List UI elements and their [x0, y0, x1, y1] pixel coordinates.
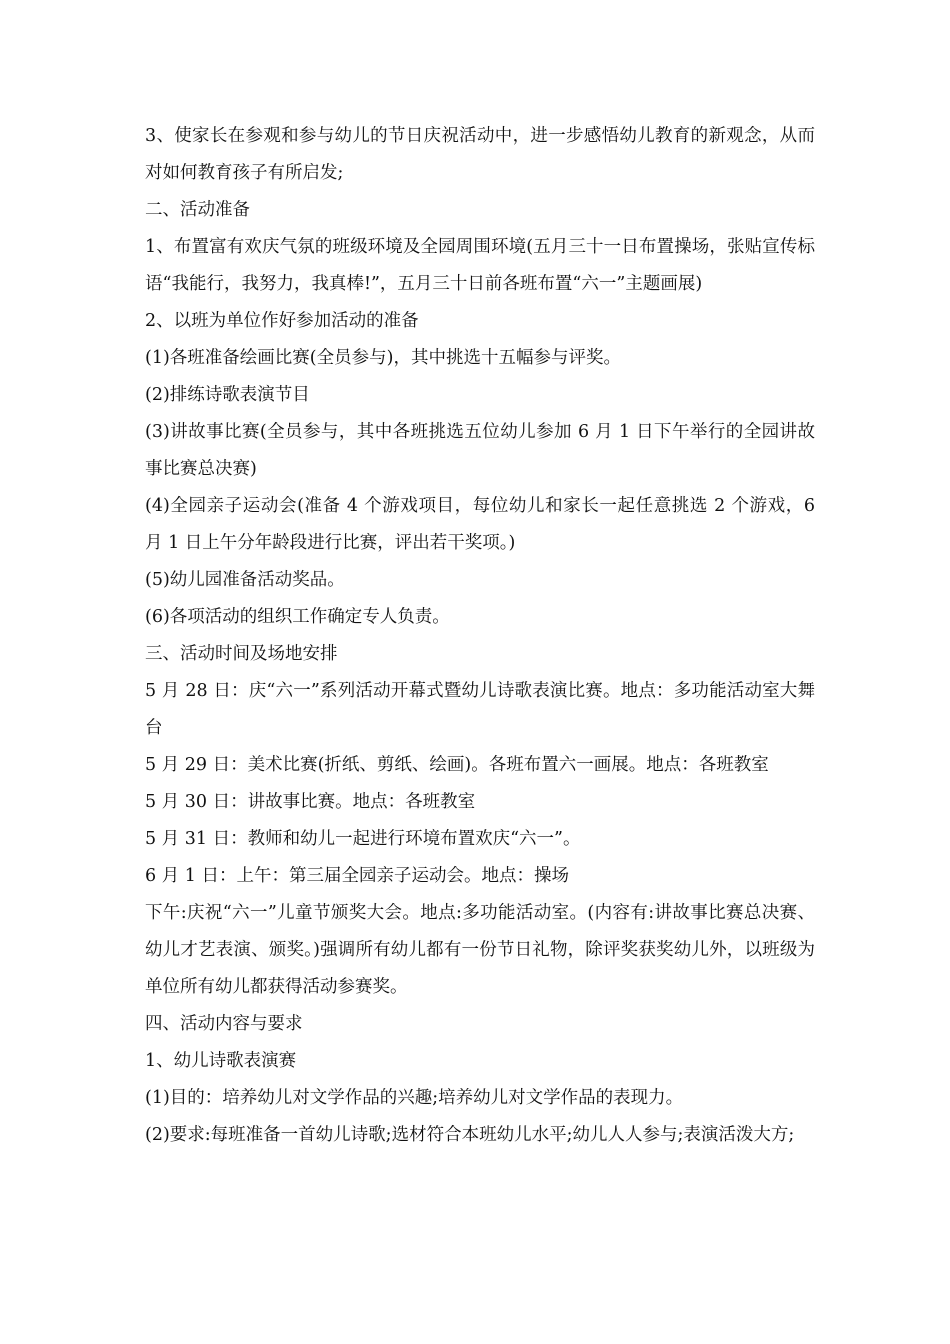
paragraph-prep-1: 1、布置富有欢庆气氛的班级环境及全园周围环境(五月三十一日布置操场，张贴宣传标语“我能行，我努力，我真棒!”，五月三十日前各班布置“六一”主题画展) — [145, 237, 815, 294]
list-item-prep-2-5: (5)幼儿园准备活动奖品。 — [145, 570, 345, 590]
section-heading-content: 四、活动内容与要求 — [145, 1014, 303, 1034]
schedule-item-june-1-afternoon: 下午:庆祝“六一”儿童节颁奖大会。地点:多功能活动室。(内容有:讲故事比赛总决赛、幼儿才艺表演、颁奖。)强调所有幼儿都有一份节日礼物，除评奖获奖幼儿外，以班级为单位所有幼儿都获得活动参赛奖。 — [145, 903, 815, 997]
schedule-item-may-28: 5 月 28 日：庆“六一”系列活动开幕式暨幼儿诗歌表演比赛。地点：多功能活动室大舞台 — [145, 681, 815, 738]
list-item-prep-2-1: (1)各班准备绘画比赛(全员参与)，其中挑选十五幅参与评奖。 — [145, 348, 621, 368]
schedule-item-may-31: 5 月 31 日：教师和幼儿一起进行环境布置欢庆“六一”。 — [145, 829, 581, 849]
section-heading-preparation: 二、活动准备 — [145, 200, 250, 220]
list-item-prep-2-6: (6)各项活动的组织工作确定专人负责。 — [145, 607, 450, 627]
schedule-item-may-30: 5 月 30 日：讲故事比赛。地点：各班教室 — [145, 792, 476, 812]
schedule-item-may-29: 5 月 29 日：美术比赛(折纸、剪纸、绘画)。各班布置六一画展。地点：各班教室 — [145, 755, 769, 775]
list-item-prep-2-4: (4)全园亲子运动会(准备 4 个游戏项目，每位幼儿和家长一起任意挑选 2 个游戏，6 月 1 日上午分年龄段进行比赛，评出若干奖项。) — [145, 496, 815, 553]
paragraph-prep-2: 2、以班为单位作好参加活动的准备 — [145, 311, 419, 331]
document-body — [145, 118, 815, 1154]
list-item-poetry-purpose: (1)目的：培养幼儿对文学作品的兴趣;培养幼儿对文学作品的表现力。 — [145, 1088, 684, 1108]
list-item-prep-2-2: (2)排练诗歌表演节目 — [145, 385, 310, 405]
list-item-poetry-requirements: (2)要求:每班准备一首幼儿诗歌;选材符合本班幼儿水平;幼儿人人参与;表演活泼大方; — [145, 1125, 795, 1145]
list-item-prep-2-3: (3)讲故事比赛(全员参与，其中各班挑选五位幼儿参加 6 月 1 日下午举行的全园讲故事比赛总决赛) — [145, 422, 815, 479]
paragraph-goal-3: 3、使家长在参观和参与幼儿的节日庆祝活动中，进一步感悟幼儿教育的新观念，从而对如何教育孩子有所启发; — [145, 126, 815, 183]
schedule-item-june-1-morning: 6 月 1 日：上午：第三届全园亲子运动会。地点：操场 — [145, 866, 569, 886]
section-heading-schedule: 三、活动时间及场地安排 — [145, 644, 338, 664]
subsection-heading-poetry: 1、幼儿诗歌表演赛 — [145, 1051, 297, 1071]
